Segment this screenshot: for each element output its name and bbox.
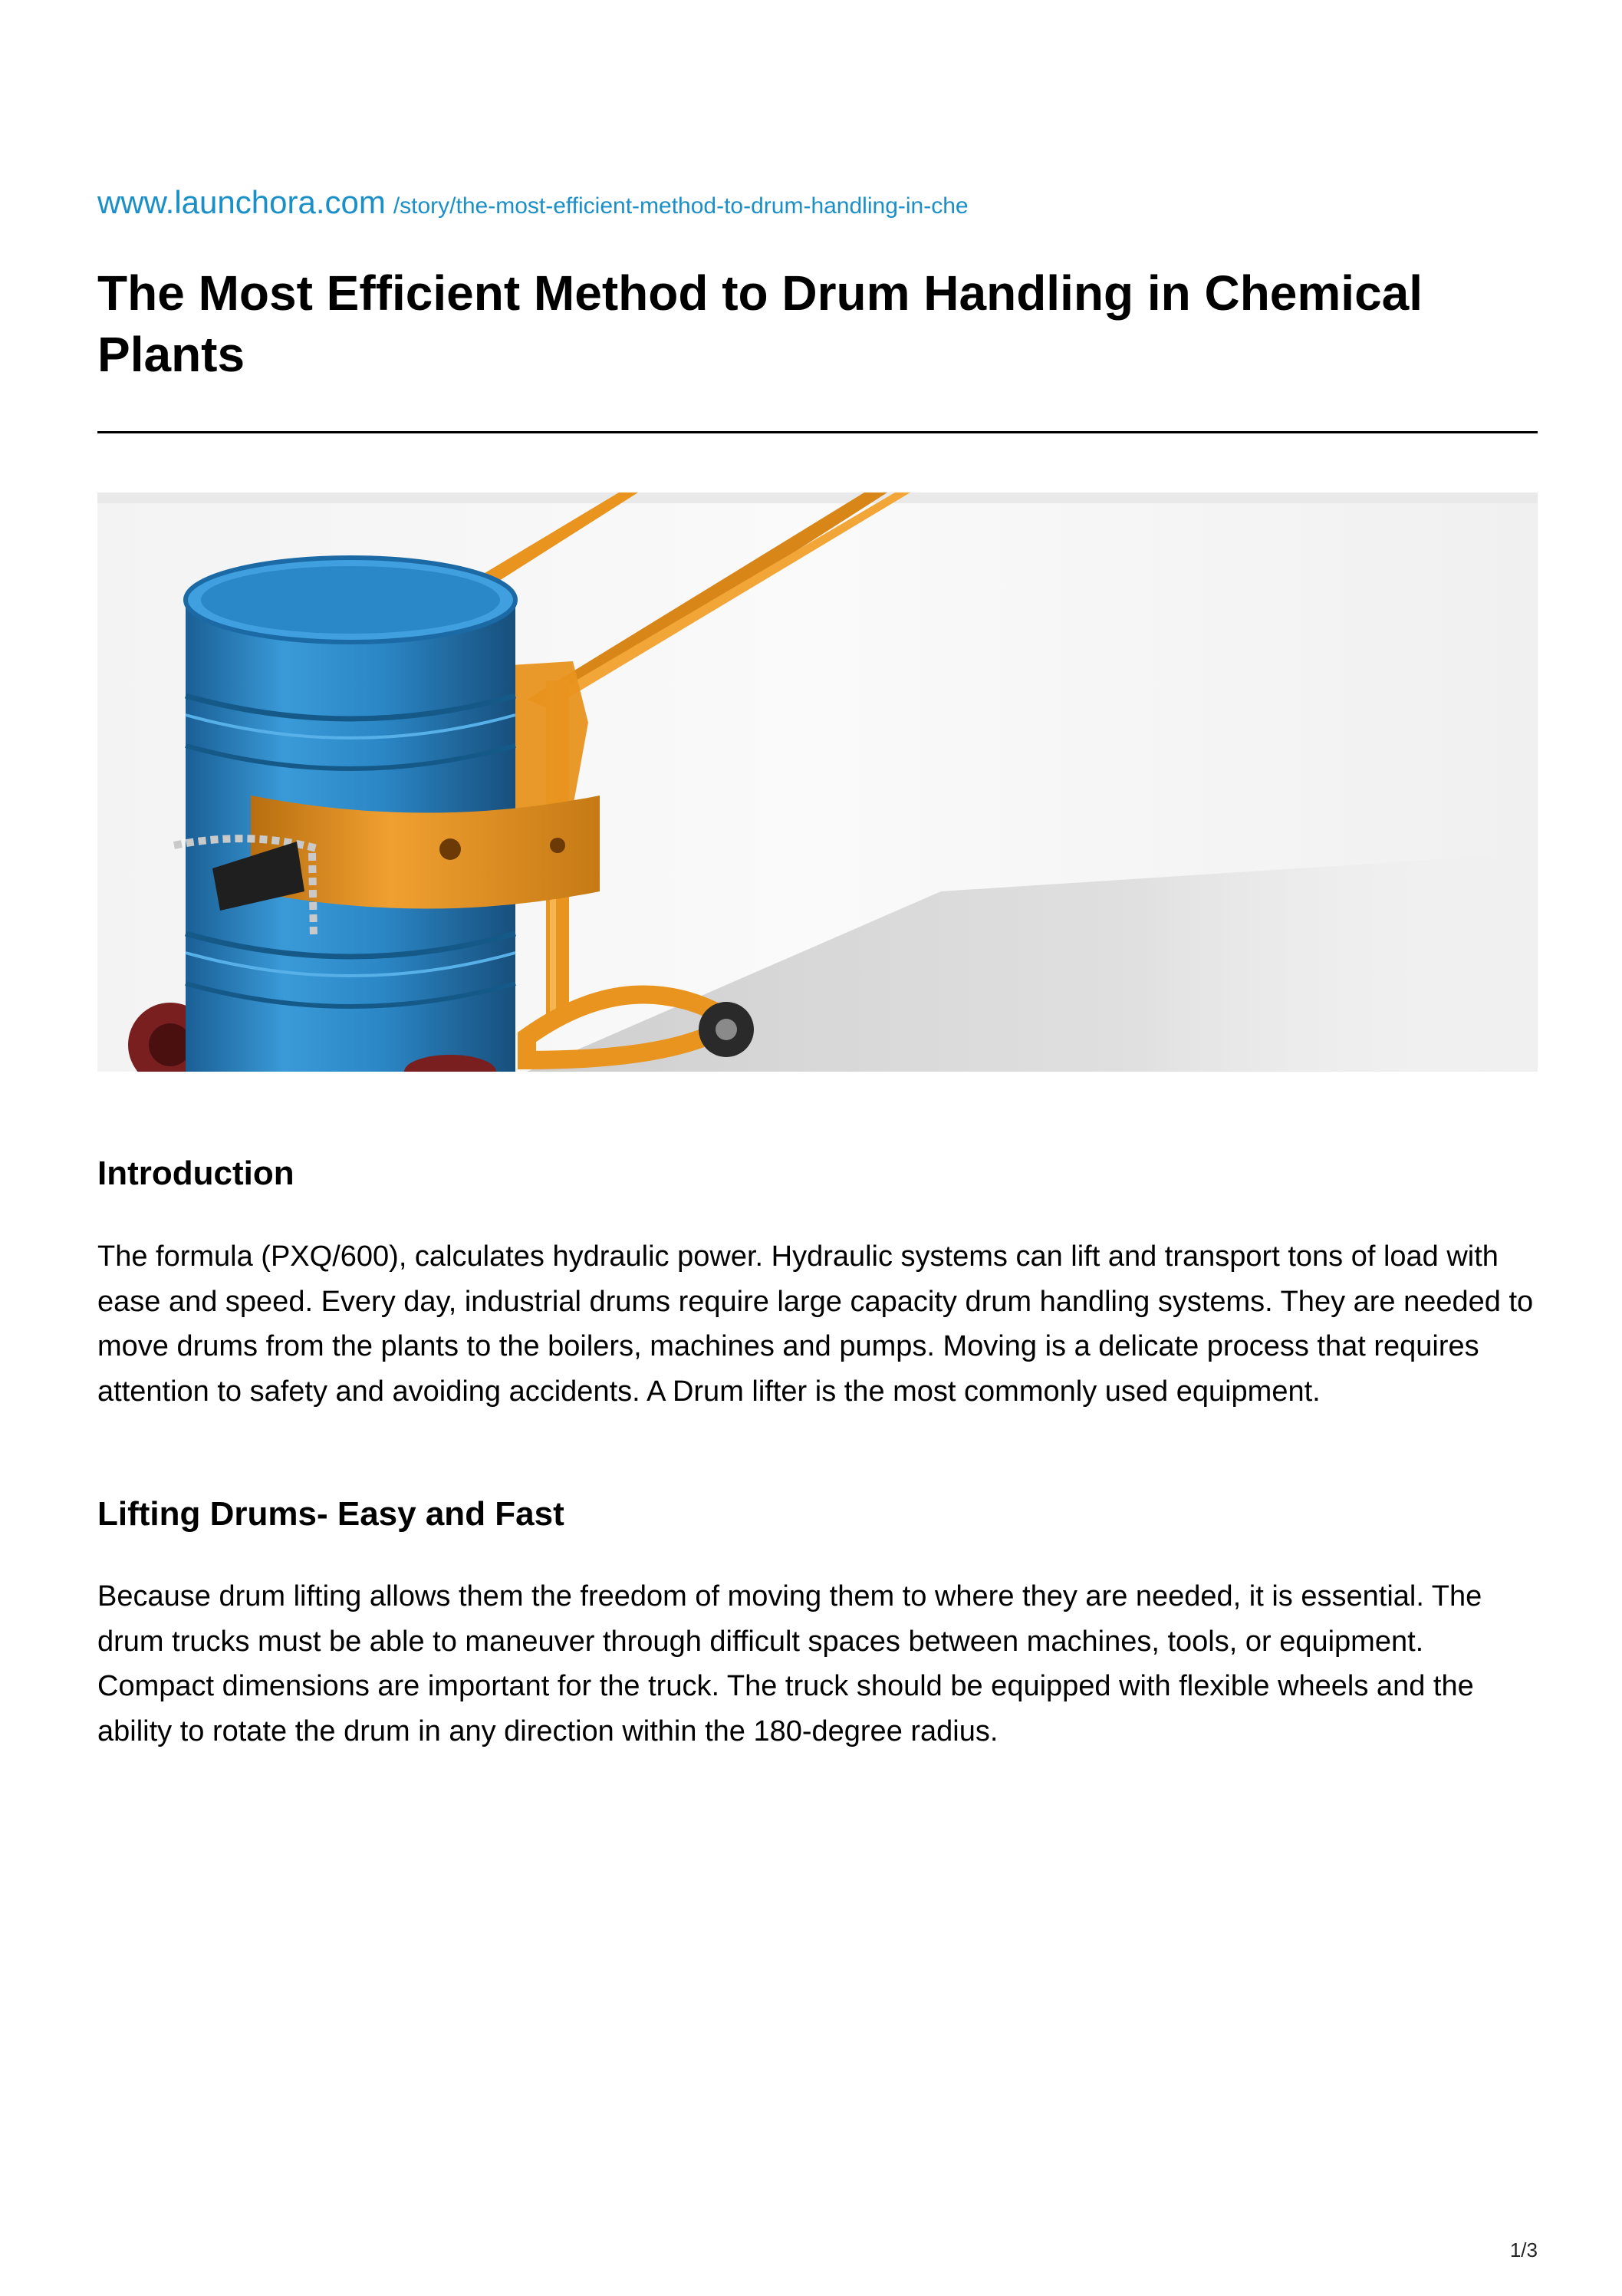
page-number: 1/3 [1509, 2238, 1538, 2261]
article-title: The Most Efficient Method to Drum Handling in Chemical Plants [97, 265, 1423, 382]
section-body-lifting-drums: Because drum lifting allows them the freedom of moving them to where they are needed, it is essential. The drum trucks must be able to maneuver through difficult spaces between machines, tools, or equipment. Compact dimensions are important for the truck. The truck should be equipped with flexible wheels and the ability to rotate the drum in any direction within the 180-degree radius. [97, 1580, 1482, 1748]
document-page [97, 0, 1538, 2296]
title-divider [97, 431, 1538, 433]
source-path: /story/the-most-efficient-method-to-drum-handling-in-che [393, 193, 969, 219]
hero-image-drum-lifter [97, 492, 1538, 1072]
section-body-introduction: The formula (PXQ/600), calculates hydraulic power. Hydraulic systems can lift and transport tons of load with ease and speed. Every day, industrial drums require large capacity drum handling systems. They are needed to move drums from the plants to the boilers, machines and pumps. Moving is a delicate process that requires attention to safety and avoiding accidents. A Drum lifter is the most commonly used equipment. [97, 1240, 1534, 1408]
source-domain: www.launchora.com [97, 184, 386, 220]
section-heading-lifting-drums: Lifting Drums- Easy and Fast [97, 1495, 564, 1533]
section-heading-introduction: Introduction [97, 1155, 294, 1192]
source-url-link[interactable] [97, 184, 969, 221]
